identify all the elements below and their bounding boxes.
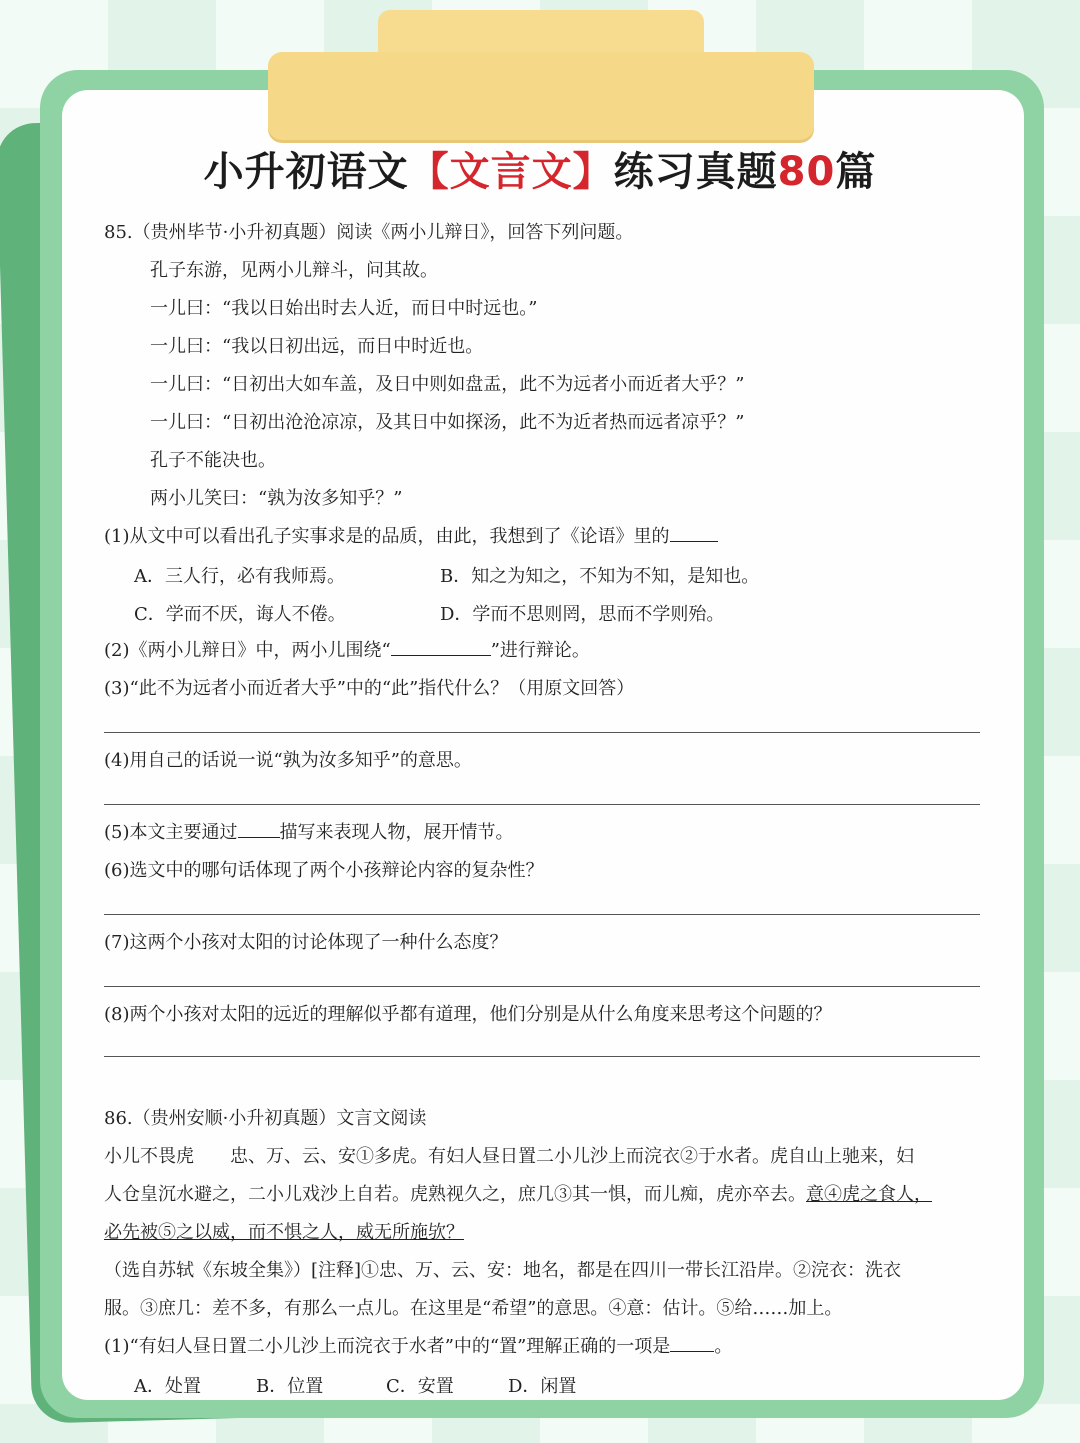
passage-underlined: 意④虎之食人， xyxy=(806,1184,932,1205)
q85-question-2 xyxy=(104,638,590,664)
option-a: A．处置 xyxy=(134,1376,201,1397)
answer-line[interactable] xyxy=(104,986,980,987)
passage-line xyxy=(104,1220,464,1246)
answer-blank[interactable] xyxy=(670,525,718,542)
q85-q5-pre: (5)本文主要通过 xyxy=(104,822,238,843)
passage-line: 一儿曰：“日初出大如车盖，及日中则如盘盂，此不为远者小而近者大乎？” xyxy=(150,374,745,395)
q85-q2-pre: (2)《两小儿辩日》中，两小儿围绕“ xyxy=(104,640,391,661)
answer-blank[interactable] xyxy=(238,821,280,838)
title-text-2: 练习真题 xyxy=(613,149,778,195)
note-line: （选自苏轼《东坡全集》）[注释]①忠、万、云、安：地名，都是在四川一带长江沿岸。②浣衣：洗衣 xyxy=(104,1260,902,1281)
q85-question-6: (6)选文中的哪句话体现了两个小孩辩论内容的复杂性？ xyxy=(104,860,544,881)
passage-line xyxy=(104,1182,932,1208)
q85-question-1 xyxy=(104,524,718,550)
passage-line: 一儿曰：“我以日初出远，而日中时近也。 xyxy=(150,336,484,357)
q85-header: 85.（贵州毕节·小升初真题）阅读《两小儿辩日》，回答下列问题。 xyxy=(104,222,634,243)
option-d: D．学而不思则罔，思而不学则殆。 xyxy=(440,604,725,625)
passage-text: 人仓皇沉水避之，二小儿戏沙上自若。虎熟视久之，庶几③其一惧，而儿痴，虎亦卒去。 xyxy=(104,1184,806,1205)
option-c: C．学而不厌，诲人不倦。 xyxy=(134,604,346,625)
passage-line: 一儿曰：“我以日始出时去人近，而日中时远也。” xyxy=(150,298,538,319)
q85-question-5 xyxy=(104,820,514,846)
q85-question-7: (7)这两个小孩对太阳的讨论体现了一种什么态度？ xyxy=(104,932,508,953)
title-count: 80 xyxy=(777,149,836,195)
option-b: B．位置 xyxy=(256,1376,324,1397)
passage-line: 孔子不能决也。 xyxy=(150,450,276,471)
answer-blank[interactable] xyxy=(670,1335,714,1352)
q86-question-1 xyxy=(104,1334,732,1360)
q85-question-8: (8)两个小孩对太阳的远近的理解似乎都有道理，他们分别是从什么角度来思考这个问题的？ xyxy=(104,1004,832,1025)
passage-line: 一儿曰：“日初出沧沧凉凉，及其日中如探汤，此不为近者热而远者凉乎？” xyxy=(150,412,745,433)
passage-underlined: 必先被⑤之以威，而不惧之人，威无所施欤？ xyxy=(104,1222,464,1243)
option-a: A．三人行，必有我师焉。 xyxy=(134,566,345,587)
q85-q2-post: ”进行辩论。 xyxy=(490,640,590,661)
passage-line: 两小儿笑曰：“孰为汝多知乎？” xyxy=(150,488,403,509)
answer-line[interactable] xyxy=(104,914,980,915)
note-line: 服。③庶几：差不多，有那么一点儿。在这里是“希望”的意思。④意：估计。⑤给……加上。 xyxy=(104,1298,843,1319)
q85-q5-post: 描写来表现人物，展开情节。 xyxy=(279,822,514,843)
option-d: D．闲置 xyxy=(508,1376,577,1397)
answer-line[interactable] xyxy=(104,804,980,805)
q85-question-4: (4)用自己的话说一说“孰为汝多知乎”的意思。 xyxy=(104,750,472,771)
folder-tab-front xyxy=(268,52,814,140)
title-text-3: 篇 xyxy=(835,149,877,195)
option-c: C．安置 xyxy=(386,1376,454,1397)
answer-blank[interactable] xyxy=(391,639,491,656)
q86-q1-pre: (1)“有妇人昼日置二小儿沙上而浣衣于水者”中的“置”理解正确的一项是 xyxy=(104,1336,671,1357)
page-title xyxy=(0,140,1080,197)
answer-line[interactable] xyxy=(104,1056,980,1057)
title-text-1: 小升初语文 xyxy=(203,149,409,195)
q86-q1-post: 。 xyxy=(714,1336,733,1357)
q86-header: 86.（贵州安顺·小升初真题）文言文阅读 xyxy=(104,1108,427,1129)
q85-q1-text: (1)从文中可以看出孔子实事求是的品质，由此，我想到了《论语》里的 xyxy=(104,526,670,547)
option-b: B．知之为知之，不知为不知，是知也。 xyxy=(440,566,760,587)
passage-line: 孔子东游，见两小儿辩斗，问其故。 xyxy=(150,260,438,281)
q85-question-3: (3)“此不为远者小而近者大乎”中的“此”指代什么？（用原文回答） xyxy=(104,678,635,699)
title-highlight: 【文言文】 xyxy=(408,149,614,195)
answer-line[interactable] xyxy=(104,732,980,733)
passage-line: 小儿不畏虎 忠、万、云、安①多虎。有妇人昼日置二小儿沙上而浣衣②于水者。虎自山上驰来，妇 xyxy=(104,1146,914,1167)
